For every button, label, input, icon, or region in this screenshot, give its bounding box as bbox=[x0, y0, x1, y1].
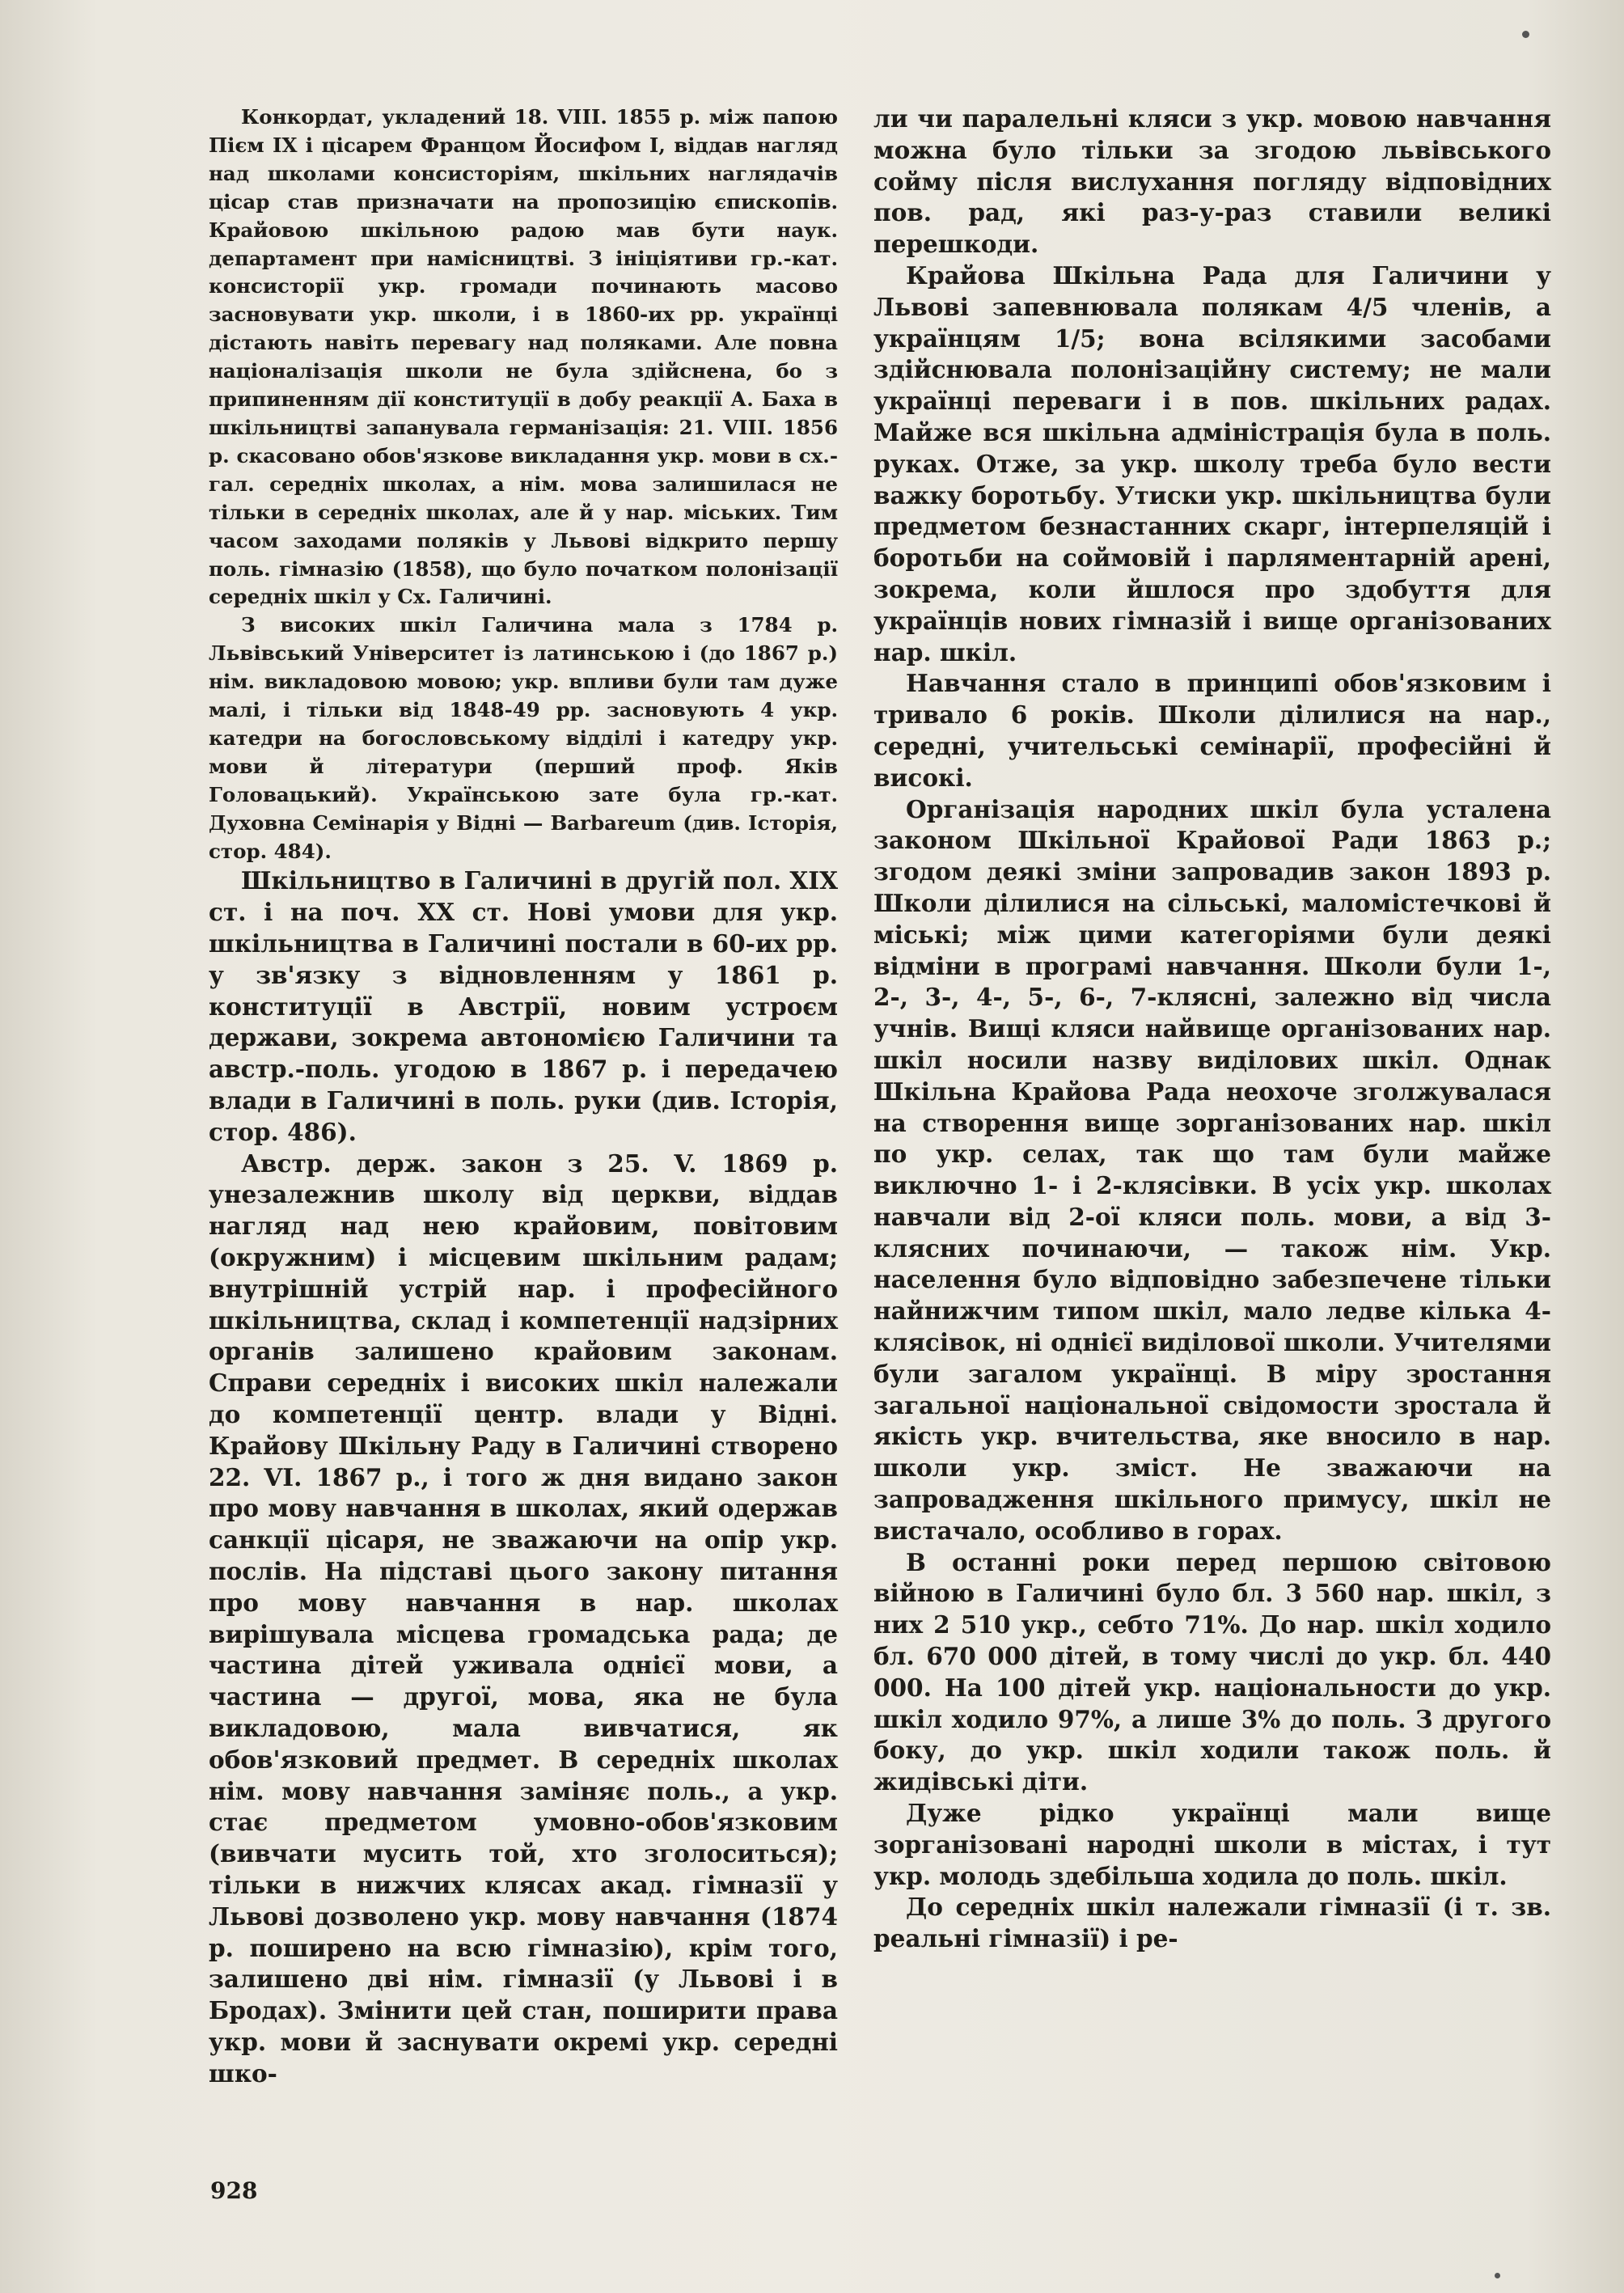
page-number: 928 bbox=[210, 2177, 258, 2204]
paragraph-concordat: Конкордат, укладений 18. VIII. 1855 р. між папою Пієм IX і цісарем Францом Йосифом I, віддав нагляд над школами консисторіям, шкільних наглядачів цісар став призначати на пропозицію єпископів. Крайовою шкільною радою мав бути наук. департамент при намісництві. З ініціятиви гр.-кат. консисторії укр. громади починають масово засновувати укр. школи, і в 1860-их рр. українці дістають навіть перевагу над поляками. Але повна націоналізація школи не була здійснена, бо з припиненням дії конституції в добу реакції А. Баха в шкільництві запанувала германізація: 21. VIII. 1856 р. скасовано обов'язкове викладання укр. мови в сх.-гал. середніх школах, а нім. мова залишилася не тільки в середніх школах, але й у нар. міських. Тим часом заходами поляків у Львові відкрито першу поль. гімназію (1858), що було початком полонізації середніх шкіл у Сх. Галичині. bbox=[209, 105, 838, 609]
paragraph-folk-schools: Організація народних шкіл була усталена законом Шкільної Крайової Ради 1863 р.; згодом деякі зміни запровадив закон 1893 р. Школи ділилися на сільські, маломістечкові й міські; між цими категоріями були деякі відміни в програмі навчання. Школи були 1-, 2-, 3-, 4-, 5-, 6-, 7-клясні, залежно від числа учнів. Вищі кляси найвище організованих нар. шкіл носили назву виділових шкіл. Однак Шкільна Крайова Рада неохоче зголжувалася на створення вище зорганізованих нар. шкіл по укр. селах, так що там були майже виключно 1- і 2-клясівки. В усіх укр. школах навчали від 2-ої кляси поль. мови, а від 3-клясних починаючи, — також нім. Укр. населення було відповідно забезпечене тільки найнижчим типом шкіл, мало ледве кілька 4-клясівок, ні однієї виділової школи. Учителями були загалом українці. В міру зростання загальної національної свідомости зростала й якість укр. вчительства, яке вносило в нар. школи укр. зміст. Не зважаючи на запровадження шкільного примусу, шкіл не вистачало, особливо в горах. bbox=[873, 794, 1551, 1545]
section-intro: Нові умови для укр. шкільництва в Галичині постали в 60-их рр. у зв'язку з відновленням у 1861 р. конституції в Австрії, новим устроєм держави, зокрема автономією Галичини та австр.-поль. угодою в 1867 р. і передачею влади в Галичині в поль. руки (див. Історія, стор. 486). bbox=[209, 898, 838, 1146]
paragraph-school-board: Крайова Шкільна Рада для Галичини у Львові запевнювала полякам 4/5 членів, а українцям 1/5; вона всілякими засобами здійснювала полонізаційну систему; не мали українці переваги і в пов. шкільних радах. Майже вся шкільна адміністрація була в поль. руках. Отже, за укр. школу треба було вести важку боротьбу. Утиски укр. шкільництва були предметом безнастанних скарг, інтерпеляцій і боротьби на соймовій і парляментарній арені, зокрема, коли йшлося про здобуття для українців нових гімназій і вище організованих нар. шкіл. bbox=[873, 260, 1551, 666]
paragraph-compulsory-education: Навчання стало в принципі обов'язковим і тривало 6 років. Школи ділилися на нар., середні, учительські семінарії, професійні й високі. bbox=[873, 669, 1551, 792]
paragraph-statistics: В останні роки перед першою світовою війною в Галичині було бл. 3 560 нар. шкіл, з них 2 510 укр., себто 71%. До нар. шкіл ходило бл. 670 000 дітей, в тому числі до укр. бл. 440 000. На 100 дітей укр. національности до укр. шкіл ходило 97%, а лише 3% до поль. З другого боку, до укр. шкіл ходили також поль. й жидівські діти. bbox=[873, 1547, 1551, 1796]
paragraph-secondary-schools: До середніх шкіл належали гімназії (і т. зв. реальні гімназії) і ре- bbox=[873, 1893, 1551, 1953]
paragraph-town-schools: Дуже рідко українці мали вище зорганізовані народні школи в містах, і тут укр. молодь здебільша ходила до поль. шкіл. bbox=[873, 1799, 1551, 1890]
paper-speck bbox=[1522, 31, 1529, 38]
paragraph-law-1869: Австр. держ. закон з 25. V. 1869 р. унезалежнив школу від церкви, віддав нагляд над нею крайовим, повітовим (окружним) і місцевим шкільним радам; внутрішній устрій нар. і професійного шкільництва, склад і компетенції надзірних органів залишено крайовим законам. Справи середніх і високих шкіл належали до компетенції центр. влади у Відні. Крайову Шкільну Раду в Галичині створено 22. VI. 1867 р., і того ж дня видано закон про мову навчання в школах, який одержав санкції цісаря, не зважаючи на опір укр. послів. На підставі цього закону питання про мову навчання в нар. школах вирішувала місцева громадська рада; де частина дітей уживала однієї мови, а частина — другої, мова, яка не була викладовою, мала вивчатися, як обов'язковий предмет. В середніх школах нім. мову навчання заміняє поль., а укр. стає предметом умовно-обов'язковим (вивчати мусить той, хто зголоситься); тільки в нижчих клясах акад. гімназії у Львові дозволено укр. мову навчання (1874 р. поширено на всю гімназію), крім того, залишено дві нім. гімназії (у Львові і в Бродах). Змінити цей стан, поширити права укр. мови й заснувати окремі укр. середні шко- bbox=[209, 1149, 838, 2088]
section-heading: Шкільництво в Галичині в другій пол. XIX ст. і на поч. XX ст. bbox=[209, 866, 838, 927]
right-column bbox=[873, 104, 1551, 1955]
left-column bbox=[209, 104, 838, 2090]
paper-speck bbox=[1495, 2273, 1500, 2278]
small-print-block bbox=[209, 104, 838, 865]
paragraph-continuation: ли чи паралельні кляси з укр. мовою навчання можна було тільки за згодою львівського сойму після вислухання погляду відповідних пов. рад, які раз-у-раз ставили великі перешкоди. bbox=[873, 104, 1551, 259]
paragraph-high-schools: З високих шкіл Галичина мала з 1784 р. Львівський Університет із латинською і (до 1867 р.) нім. викладовою мовою; укр. впливи були там дуже малі, і тільки від 1848-49 рр. засновують 4 укр. катедри на богословському відділі і катедру укр. мови й літератури (перший проф. Яків Головацький). Українською зате була гр.-кат. Духовна Семінарія у Відні — Barbareum (див. Історія, стор. 484). bbox=[209, 613, 838, 863]
section-paragraph bbox=[209, 865, 838, 1148]
